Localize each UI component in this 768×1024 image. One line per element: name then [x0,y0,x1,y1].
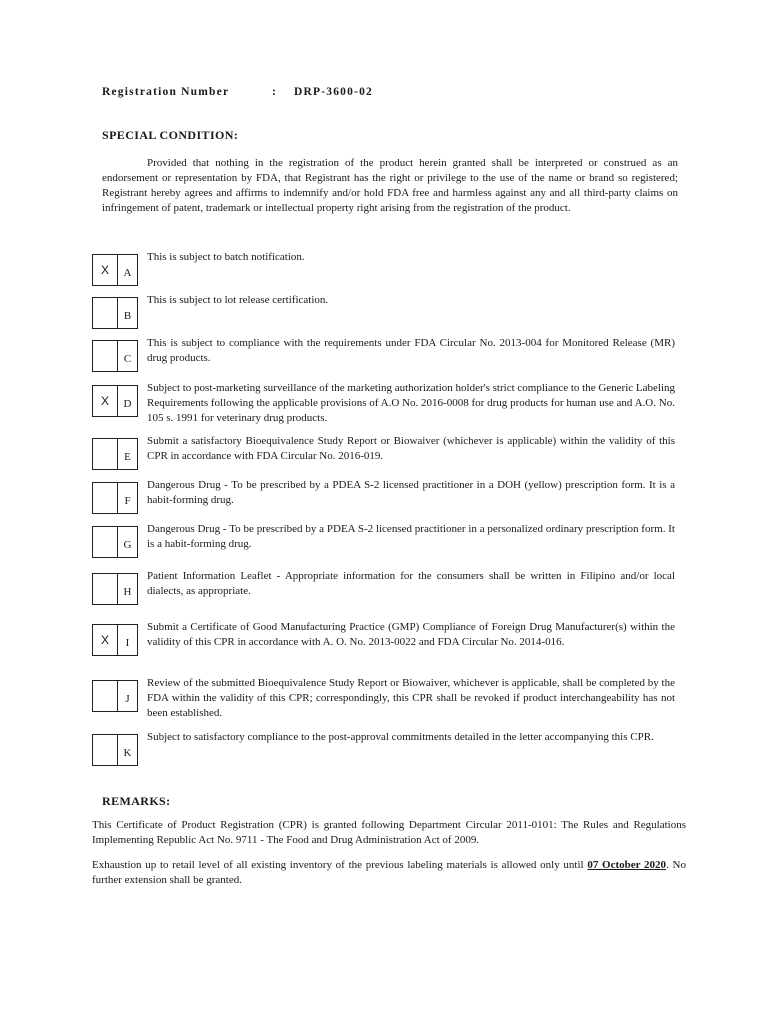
condition-c-mark [93,341,118,371]
condition-f-text: Dangerous Drug - To be prescribed by a PDEA S-2 licensed practitioner in a DOH (yellow) prescription form. It is a habit-forming drug. [147,479,675,506]
condition-d-mark: X [93,386,118,416]
condition-h-mark [93,574,118,604]
condition-f-letter: F [124,495,131,507]
condition-h-checkbox[interactable] [92,573,138,605]
registration-line [102,86,373,98]
condition-g-text: Dangerous Drug - To be prescribed by a PDEA S-2 licensed practitioner in a personalized ordinary prescription form. It is a habit-forming drug. [147,523,675,550]
registration-colon: : [272,86,278,98]
condition-a-checkbox[interactable] [92,254,138,286]
condition-d-text: Subject to post-marketing surveillance of the marketing authorization holder's strict compliance to the Generic Labeling Requirements following the applicable provisions of A.O No. 2016-0008 for drug products for human use and A.O. No. 105 s. 1991 for veterinary drug products. [147,382,675,424]
special-condition-intro: Provided that nothing in the registration of the product herein granted shall be interpreted or construed as an endorsement or representation by FDA, that Registrant has the right or privilege to the use of the name or brand so registered; Registrant hereby agrees and affirms to indemnify and/or hold FDA free and harmless against any and all third-party claims on infringement of patent, trademark or intellectual property right arising from the registration of the product. [102,157,678,214]
condition-c-checkbox[interactable] [92,340,138,372]
remarks-paragraph-2-lead: Exhaustion up to retail level of all existing inventory of the previous labeling materials is allowed only until [92,859,588,871]
condition-c-text: This is subject to compliance with the requirements under FDA Circular No. 2013-004 for Monitored Release (MR) drug products. [147,337,675,364]
condition-e-text: Submit a satisfactory Bioequivalence Study Report or Biowaiver (whichever is applicable) within the validity of this CPR in accordance with FDA Circular No. 2016-019. [147,435,675,462]
condition-e-letter: E [124,451,131,463]
condition-a-mark: X [93,255,118,285]
condition-j-text: Review of the submitted Bioequivalence Study Report or Biowaiver, whichever is applicable, shall be completed by the FDA within the validity of this CPR; correspondingly, this CPR shall be revoked if product interchangeability has not been established. [147,677,675,719]
condition-b-checkbox[interactable] [92,297,138,329]
condition-b-letter: B [123,310,132,322]
condition-k-letter: K [123,747,132,759]
condition-c-letter: C [123,353,132,365]
condition-a-letter: A [123,267,132,279]
condition-d-checkbox[interactable] [92,385,138,417]
condition-b-mark [93,298,118,328]
condition-e-mark [93,439,118,469]
condition-e-checkbox[interactable] [92,438,138,470]
condition-g-checkbox[interactable] [92,526,138,558]
registration-label: Registration Number [102,86,230,98]
condition-i-checkbox[interactable] [92,624,138,656]
condition-j-checkbox[interactable] [92,680,138,712]
remarks-paragraph-2 [92,858,686,888]
special-condition-heading: SPECIAL CONDITION: [102,128,239,142]
remarks-heading: REMARKS: [102,794,171,808]
remarks-paragraph-1: This Certificate of Product Registration (CPR) is granted following Department Circular 2011-0101: The Rules and Regulations Implementing Republic Act No. 9711 - The Food and Drug Administration Act of 2009. [92,819,686,846]
condition-f-mark [93,483,118,513]
condition-g-mark [93,527,118,557]
deadline-date: 07 October 2020 [587,859,667,871]
condition-i-mark: X [93,625,118,655]
condition-f-checkbox[interactable] [92,482,138,514]
condition-j-letter: J [125,693,130,705]
condition-k-checkbox[interactable] [92,734,138,766]
condition-b-text: This is subject to lot release certification. [147,294,329,306]
remarks-paragraph-2-tail: . No further extension shall be granted. [92,859,686,886]
condition-h-letter: H [123,586,132,598]
condition-h-text: Patient Information Leaflet - Appropriate information for the consumers shall be written in Filipino and/or local dialects, as appropriate. [147,570,675,597]
condition-g-letter: G [123,539,132,551]
registration-number: DRP-3600-02 [294,86,373,98]
condition-a-text: This is subject to batch notification. [147,251,305,263]
condition-j-mark [93,681,118,711]
condition-d-letter: D [123,398,132,410]
condition-k-text: Subject to satisfactory compliance to the post-approval commitments detailed in the letter accompanying this CPR. [147,731,654,743]
condition-i-text: Submit a Certificate of Good Manufacturing Practice (GMP) Compliance of Foreign Drug Manufacturer(s) within the validity of this CPR in accordance with A. O. No. 2013-0022 and FDA Circular No. 2014-016. [147,621,675,648]
condition-k-mark [93,735,118,765]
condition-i-letter: I [125,637,130,649]
